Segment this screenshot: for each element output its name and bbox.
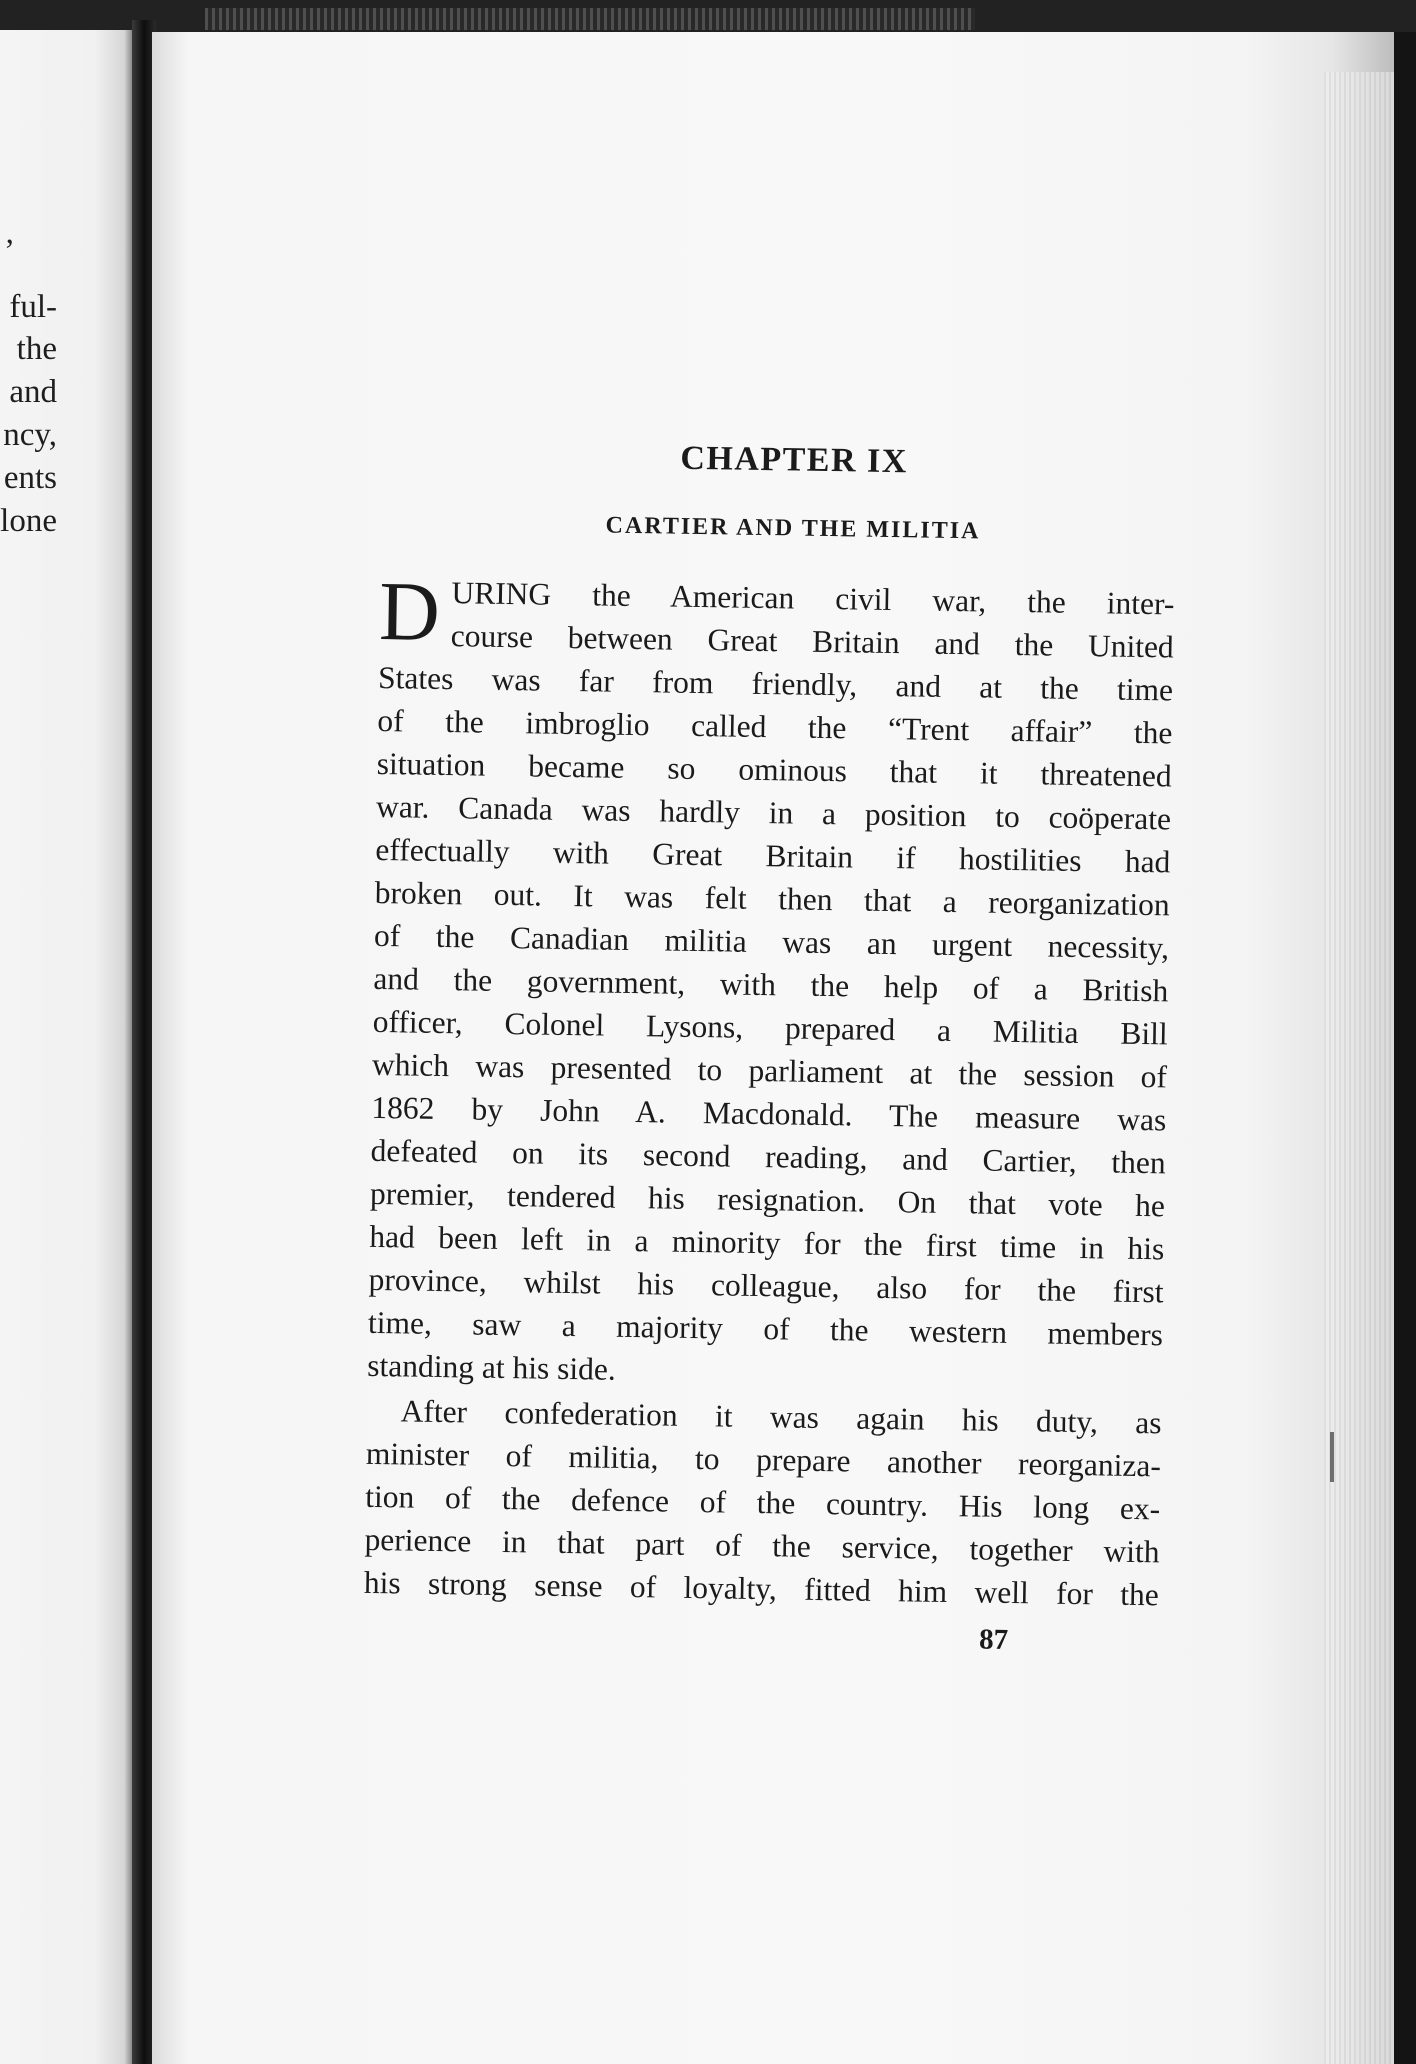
text-line: his strong sense of loyalty, fitted him well for the <box>363 1564 1160 1613</box>
chapter-heading: CHAPTER IX <box>680 439 909 481</box>
left-page-line: ’ <box>4 233 15 269</box>
text-line: URING the American civil war, the inter- <box>451 575 1175 622</box>
text-line: minister of militia, to prepare another reorganiza- <box>365 1435 1162 1484</box>
text-line: 1862 by John A. Macdonald. The measure was <box>371 1089 1167 1138</box>
left-page-line: the <box>16 331 57 367</box>
paragraph-2 <box>364 1389 1162 1616</box>
text-line: standing at his side. <box>367 1347 617 1387</box>
text-line: broken out. It was felt then that a reorganization <box>374 874 1170 923</box>
text-line: of the imbroglio called the “Trent affair” the <box>377 702 1173 751</box>
page-mark <box>1330 1432 1334 1482</box>
left-page-line: and <box>9 374 57 410</box>
text-line: had been left in a minority for the first time in his <box>369 1218 1165 1267</box>
text-line: course between Great Britain and the United <box>450 618 1174 665</box>
left-facing-page <box>0 30 135 2064</box>
text-line: States was far from friendly, and at the time <box>377 659 1174 708</box>
right-page <box>152 32 1394 2064</box>
left-page-line: lone <box>0 503 57 539</box>
left-page-line: ncy, <box>3 417 57 453</box>
text-line: effectually with Great Britain if hostilities had <box>375 831 1171 880</box>
page-edge-stack <box>1324 72 1394 2064</box>
text-line: perience in that part of the service, together with <box>364 1521 1160 1570</box>
chapter-title: CARTIER AND THE MILITIA <box>605 512 981 545</box>
text-line: war. Canada was hardly in a position to coöperate <box>375 788 1172 837</box>
text-line: premier, tendered his resignation. On that vote he <box>369 1175 1166 1224</box>
text-line: tion of the defence of the country. His long ex- <box>365 1478 1161 1527</box>
left-page-line: ents <box>3 460 57 496</box>
top-dark-band <box>0 0 1416 32</box>
text-line: and the government, with the help of a British <box>373 960 1169 1009</box>
book-edge-texture <box>205 8 975 30</box>
left-page-line: ful- <box>9 289 57 325</box>
text-line: of the Canadian militia was an urgent necessity, <box>373 917 1170 966</box>
paragraph-1 <box>367 564 1175 1399</box>
text-line: situation became so ominous that it threatened <box>376 745 1172 794</box>
text-line: After confederation it was again his duty, as <box>400 1393 1162 1441</box>
text-line: province, whilst his colleague, also for the first <box>368 1261 1164 1310</box>
text-line: officer, Colonel Lysons, prepared a Militia Bill <box>372 1003 1168 1052</box>
drop-cap: D <box>378 564 441 659</box>
text-line: time, saw a majority of the western members <box>367 1304 1164 1353</box>
text-line: defeated on its second reading, and Cartier, then <box>370 1132 1166 1181</box>
text-line: which was presented to parliament at the session of <box>371 1046 1168 1095</box>
page-number: 87 <box>978 1623 1009 1656</box>
page-content <box>363 432 1177 1662</box>
